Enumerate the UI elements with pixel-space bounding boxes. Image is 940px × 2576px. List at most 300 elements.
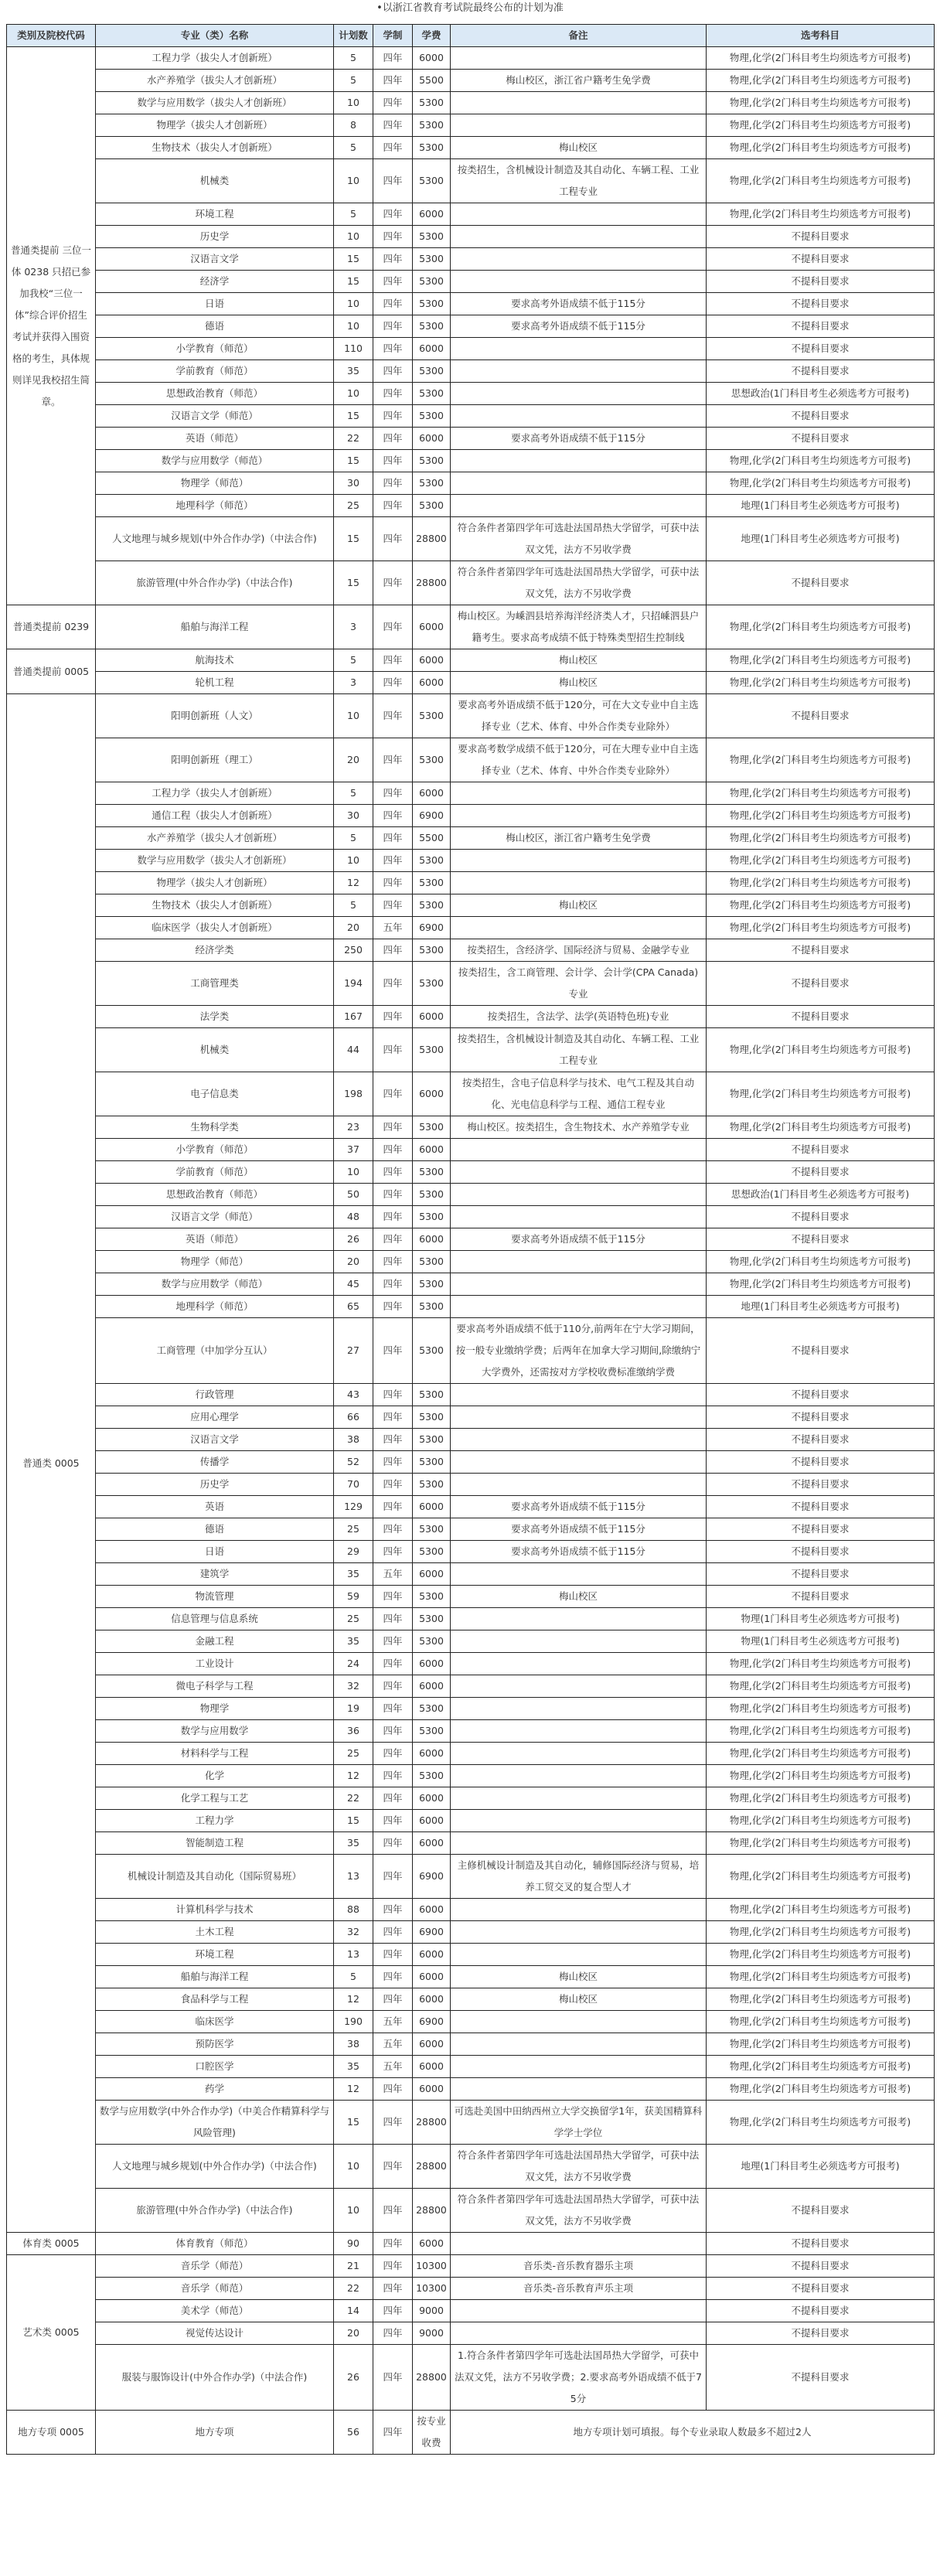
remarks-cell [451,1451,707,1474]
table-row [7,1184,935,1206]
remarks-cell: 按类招生，含经济学、国际经济与贸易、金融学专业 [451,939,707,962]
major-name-cell: 法学类 [96,1006,334,1028]
plan-count-cell: 32 [334,1675,373,1698]
plan-count-cell: 27 [334,1318,373,1384]
plan-count-cell: 35 [334,360,373,383]
table-row [7,450,935,472]
remarks-cell [451,1608,707,1630]
duration-cell: 四年 [373,203,413,226]
enrollment-plan-table [6,24,935,2455]
major-name-cell: 环境工程 [96,1944,334,1966]
plan-count-cell: 52 [334,1451,373,1474]
remarks-cell: 梅山校区 [451,1966,707,1988]
duration-cell: 四年 [373,1899,413,1921]
remarks-cell [451,1184,707,1206]
duration-cell: 四年 [373,1184,413,1206]
tuition-cell: 28800 [413,2145,451,2189]
plan-count-cell: 22 [334,1787,373,1810]
tuition-cell: 5300 [413,92,451,114]
remarks-cell [451,338,707,360]
major-name-cell: 小学教育（师范） [96,338,334,360]
remarks-cell [451,1720,707,1743]
duration-cell: 四年 [373,1698,413,1720]
plan-count-cell: 10 [334,159,373,203]
subject-requirement-cell: 不提科目要求 [707,2345,935,2411]
table-row [7,315,935,338]
subject-requirement-cell: 物理(1门科目考生必须选考方可报考) [707,1630,935,1653]
remarks-cell: 地方专项计划可填报。每个专业录取人数最多不超过2人 [451,2411,935,2455]
major-name-cell: 航海技术 [96,649,334,672]
group-label-cell: 体育类 0005 [7,2233,96,2255]
remarks-cell: 1.符合条件者第四学年可选赴法国昂热大学留学，可获中法双文凭，法方不另收学费；2.要求高考外语成绩不低于75分 [451,2345,707,2411]
tuition-cell: 6000 [413,1810,451,1832]
plan-count-cell: 190 [334,2011,373,2033]
major-name-cell: 水产养殖学（拔尖人才创新班） [96,70,334,92]
subject-requirement-cell: 物理,化学(2门科目考生均须选考方可报考) [707,1273,935,1296]
subject-requirement-cell: 物理,化学(2门科目考生均须选考方可报考) [707,1944,935,1966]
plan-count-cell: 50 [334,1184,373,1206]
major-name-cell: 金融工程 [96,1630,334,1653]
group-label-cell: 普通类提前 0005 [7,649,96,694]
duration-cell: 四年 [373,137,413,159]
duration-cell: 四年 [373,672,413,694]
table-row [7,1161,935,1184]
plan-count-cell: 12 [334,1765,373,1787]
subject-requirement-cell: 物理,化学(2门科目考生均须选考方可报考) [707,70,935,92]
plan-count-cell: 38 [334,2033,373,2056]
major-name-cell: 机械设计制造及其自动化（国际贸易班） [96,1855,334,1899]
subject-requirement-cell: 不提科目要求 [707,1541,935,1563]
plan-count-cell: 25 [334,1743,373,1765]
duration-cell: 四年 [373,472,413,495]
plan-count-cell: 20 [334,738,373,782]
remarks-cell [451,1429,707,1451]
major-name-cell: 物理学 [96,1698,334,1720]
duration-cell: 四年 [373,114,413,137]
major-name-cell: 学前教育（师范） [96,1161,334,1184]
table-row [7,1787,935,1810]
major-name-cell: 旅游管理(中外合作办学)（中法合作) [96,2189,334,2233]
major-name-cell: 汉语言文学（师范） [96,405,334,428]
subject-requirement-cell: 物理,化学(2门科目考生均须选考方可报考) [707,450,935,472]
duration-cell: 四年 [373,1518,413,1541]
major-name-cell: 微电子科学与工程 [96,1675,334,1698]
major-name-cell: 物流管理 [96,1586,334,1608]
subject-requirement-cell: 物理,化学(2门科目考生均须选考方可报考) [707,203,935,226]
remarks-cell: 梅山校区 [451,137,707,159]
plan-count-cell: 15 [334,450,373,472]
table-row [7,1384,935,1406]
tuition-cell: 5300 [413,495,451,517]
subject-requirement-cell: 物理,化学(2门科目考生均须选考方可报考) [707,917,935,939]
remarks-cell [451,1810,707,1832]
plan-count-cell: 30 [334,472,373,495]
remarks-cell: 要求高考外语成绩不低于120分，可在大文专业中自主选择专业（艺术、体育、中外合作类专业除外） [451,694,707,738]
table-row [7,1988,935,2011]
tuition-cell: 6000 [413,1966,451,1988]
remarks-cell: 按类招生，含法学、法学(英语特色班)专业 [451,1006,707,1028]
major-name-cell: 数学与应用数学（师范） [96,450,334,472]
plan-count-cell: 66 [334,1406,373,1429]
subject-requirement-cell: 不提科目要求 [707,1474,935,1496]
plan-count-cell: 32 [334,1921,373,1944]
plan-count-cell: 15 [334,2101,373,2145]
major-name-cell: 行政管理 [96,1384,334,1406]
group-label-cell: 普通类提前 三位一体 0238 只招已参加我校“三位一体”综合评价招生考试并获得入围资格的考生，具体规则详见我校招生简章。 [7,47,96,605]
subject-requirement-cell: 物理,化学(2门科目考生均须选考方可报考) [707,47,935,70]
major-name-cell: 土木工程 [96,1921,334,1944]
duration-cell: 四年 [373,1296,413,1318]
table-row [7,1318,935,1384]
table-row [7,472,935,495]
remarks-cell: 梅山校区 [451,1586,707,1608]
major-name-cell: 音乐学（师范） [96,2278,334,2300]
table-row [7,1765,935,1787]
subject-requirement-cell: 物理,化学(2门科目考生均须选考方可报考) [707,1251,935,1273]
major-name-cell: 船舶与海洋工程 [96,1966,334,1988]
plan-count-cell: 15 [334,561,373,605]
table-row [7,917,935,939]
subject-requirement-cell: 物理,化学(2门科目考生均须选考方可报考) [707,1653,935,1675]
major-name-cell: 思想政治教育（师范） [96,1184,334,1206]
major-name-cell: 口腔医学 [96,2056,334,2078]
remarks-cell [451,1474,707,1496]
duration-cell: 四年 [373,1944,413,1966]
remarks-cell [451,203,707,226]
table-row [7,1518,935,1541]
table-row [7,1855,935,1899]
tuition-cell: 5300 [413,894,451,917]
table-row [7,1474,935,1496]
subject-requirement-cell: 物理,化学(2门科目考生均须选考方可报考) [707,1675,935,1698]
remarks-cell [451,2033,707,2056]
plan-count-cell: 3 [334,605,373,649]
table-row [7,2056,935,2078]
tuition-cell: 5500 [413,70,451,92]
major-name-cell: 物理学（师范） [96,472,334,495]
group-label-cell: 地方专项 0005 [7,2411,96,2455]
subject-requirement-cell: 物理,化学(2门科目考生均须选考方可报考) [707,672,935,694]
tuition-cell: 5300 [413,1720,451,1743]
remarks-cell [451,1406,707,1429]
table-row [7,2101,935,2145]
plan-count-cell: 37 [334,1139,373,1161]
major-name-cell: 预防医学 [96,2033,334,2056]
tuition-cell: 5300 [413,1116,451,1139]
major-name-cell: 计算机科学与技术 [96,1899,334,1921]
remarks-cell [451,1743,707,1765]
tuition-cell: 5300 [413,114,451,137]
remarks-cell: 梅山校区，浙江省户籍考生免学费 [451,70,707,92]
table-row [7,203,935,226]
remarks-cell: 要求高考数学成绩不低于120分，可在大理专业中自主选择专业（艺术、体育、中外合作类专业除外） [451,738,707,782]
remarks-cell [451,1944,707,1966]
subject-requirement-cell: 不提科目要求 [707,405,935,428]
tuition-cell: 5300 [413,1586,451,1608]
major-name-cell: 工商管理类 [96,962,334,1006]
duration-cell: 四年 [373,1318,413,1384]
subject-requirement-cell: 物理,化学(2门科目考生均须选考方可报考) [707,137,935,159]
major-name-cell: 工程力学 [96,1810,334,1832]
major-name-cell: 历史学 [96,226,334,248]
table-row [7,1653,935,1675]
major-name-cell: 经济学 [96,271,334,293]
remarks-cell [451,495,707,517]
subject-requirement-cell: 不提科目要求 [707,2322,935,2345]
major-name-cell: 学前教育（师范） [96,360,334,383]
table-row [7,92,935,114]
group-label-cell: 艺术类 0005 [7,2255,96,2411]
remarks-cell: 符合条件者第四学年可选赴法国昂热大学留学，可获中法双文凭，法方不另收学费 [451,561,707,605]
remarks-cell [451,226,707,248]
subject-requirement-cell: 不提科目要求 [707,1451,935,1474]
tuition-cell: 5300 [413,383,451,405]
duration-cell: 四年 [373,738,413,782]
duration-cell: 四年 [373,1855,413,1899]
plan-count-cell: 15 [334,271,373,293]
table-row [7,1206,935,1228]
subject-requirement-cell: 物理,化学(2门科目考生均须选考方可报考) [707,827,935,850]
table-row-local-special [7,2411,935,2455]
plan-count-cell: 70 [334,1474,373,1496]
tuition-cell: 5300 [413,360,451,383]
major-name-cell: 德语 [96,315,334,338]
major-name-cell: 音乐学（师范） [96,2255,334,2278]
plan-count-cell: 30 [334,805,373,827]
subject-requirement-cell: 物理,化学(2门科目考生均须选考方可报考) [707,649,935,672]
tuition-cell: 5500 [413,827,451,850]
plan-count-cell: 15 [334,248,373,271]
subject-requirement-cell: 地理(1门科目考生必须选考方可报考) [707,495,935,517]
tuition-cell: 5300 [413,1698,451,1720]
remarks-cell: 符合条件者第四学年可选赴法国昂热大学留学，可获中法双文凭，法方不另收学费 [451,2145,707,2189]
tuition-cell: 5300 [413,137,451,159]
tuition-cell: 6000 [413,1988,451,2011]
table-row [7,2189,935,2233]
remarks-cell: 可选赴美国中田纳西州立大学交换留学1年，获美国精算科学学士学位 [451,2101,707,2145]
plan-count-cell: 10 [334,2189,373,2233]
duration-cell: 四年 [373,450,413,472]
tuition-cell: 6000 [413,1139,451,1161]
subject-requirement-cell: 不提科目要求 [707,248,935,271]
plan-count-cell: 26 [334,1228,373,1251]
duration-cell: 四年 [373,2078,413,2101]
tuition-cell: 6000 [413,1653,451,1675]
tuition-cell: 5300 [413,1184,451,1206]
subject-requirement-cell: 物理,化学(2门科目考生均须选考方可报考) [707,850,935,872]
tuition-cell: 5300 [413,450,451,472]
plan-count-cell: 110 [334,338,373,360]
remarks-cell: 按类招生，含机械设计制造及其自动化、车辆工程、工业工程专业 [451,159,707,203]
table-row [7,159,935,203]
major-name-cell: 数学与应用数学（拔尖人才创新班） [96,850,334,872]
tuition-cell: 6000 [413,2033,451,2056]
table-row [7,1028,935,1072]
major-name-cell: 阳明创新班（人文） [96,694,334,738]
major-name-cell: 日语 [96,293,334,315]
duration-cell: 四年 [373,1006,413,1028]
remarks-cell [451,472,707,495]
duration-cell: 四年 [373,1630,413,1653]
subject-requirement-cell: 不提科目要求 [707,939,935,962]
subject-requirement-cell: 不提科目要求 [707,2278,935,2300]
table-row [7,561,935,605]
remarks-cell [451,1787,707,1810]
table-row [7,1451,935,1474]
major-name-cell: 建筑学 [96,1563,334,1586]
duration-cell: 四年 [373,1206,413,1228]
table-row [7,1406,935,1429]
table-row [7,2233,935,2255]
table-row [7,2011,935,2033]
major-name-cell: 旅游管理(中外合作办学)（中法合作) [96,561,334,605]
major-name-cell: 英语（师范） [96,428,334,450]
plan-count-cell: 5 [334,827,373,850]
remarks-cell [451,1675,707,1698]
tuition-cell: 5300 [413,1251,451,1273]
duration-cell: 四年 [373,962,413,1006]
major-name-cell: 服装与服饰设计(中外合作办学)（中法合作) [96,2345,334,2411]
remarks-cell [451,805,707,827]
remarks-cell [451,1273,707,1296]
subject-requirement-cell: 物理,化学(2门科目考生均须选考方可报考) [707,1810,935,1832]
table-row [7,2345,935,2411]
remarks-cell [451,2300,707,2322]
subject-requirement-cell: 不提科目要求 [707,338,935,360]
plan-count-cell: 5 [334,203,373,226]
tuition-cell: 5300 [413,962,451,1006]
tuition-cell: 按专业收费 [413,2411,451,2455]
plan-count-cell: 3 [334,672,373,694]
duration-cell: 四年 [373,1161,413,1184]
tuition-cell: 6000 [413,47,451,70]
plan-count-cell: 12 [334,872,373,894]
remarks-cell: 要求高考外语成绩不低于115分 [451,315,707,338]
remarks-cell: 按类招生，含电子信息科学与技术、电气工程及其自动化、光电信息科学与工程、通信工程专业 [451,1072,707,1116]
remarks-cell [451,114,707,137]
major-name-cell: 机械类 [96,1028,334,1072]
tuition-cell: 6000 [413,338,451,360]
tuition-cell: 5300 [413,472,451,495]
remarks-cell: 按类招生，含机械设计制造及其自动化、车辆工程、工业工程专业 [451,1028,707,1072]
subject-requirement-cell: 不提科目要求 [707,2300,935,2322]
major-name-cell: 德语 [96,1518,334,1541]
remarks-cell [451,2078,707,2101]
remarks-cell: 主修机械设计制造及其自动化，辅修国际经济与贸易，培养工贸交叉的复合型人才 [451,1855,707,1899]
header-remarks: 备注 [451,25,707,47]
remarks-cell [451,850,707,872]
plan-count-cell: 22 [334,2278,373,2300]
duration-cell: 四年 [373,694,413,738]
duration-cell: 五年 [373,2033,413,2056]
duration-cell: 四年 [373,1832,413,1855]
tuition-cell: 5300 [413,1474,451,1496]
duration-cell: 四年 [373,1451,413,1474]
tuition-cell: 6000 [413,672,451,694]
major-name-cell: 化学 [96,1765,334,1787]
subject-requirement-cell: 物理,化学(2门科目考生均须选考方可报考) [707,2011,935,2033]
plan-count-cell: 10 [334,226,373,248]
plan-count-cell: 12 [334,2078,373,2101]
duration-cell: 四年 [373,70,413,92]
plan-count-cell: 45 [334,1273,373,1296]
table-row [7,1832,935,1855]
table-row [7,962,935,1006]
tuition-cell: 6000 [413,1563,451,1586]
header-duration: 学制 [373,25,413,47]
major-name-cell: 人文地理与城乡规划(中外合作办学)（中法合作) [96,517,334,561]
table-row [7,1698,935,1720]
major-name-cell: 数学与应用数学（师范） [96,1273,334,1296]
remarks-cell [451,1563,707,1586]
header-major-name: 专业（类）名称 [96,25,334,47]
duration-cell: 四年 [373,1921,413,1944]
remarks-cell: 要求高考外语成绩不低于115分 [451,1228,707,1251]
tuition-cell: 5300 [413,1541,451,1563]
duration-cell: 四年 [373,226,413,248]
major-name-cell: 工商管理（中加学分互认） [96,1318,334,1384]
table-row [7,226,935,248]
remarks-cell: 梅山校区 [451,672,707,694]
plan-count-cell: 35 [334,1630,373,1653]
plan-count-cell: 21 [334,2255,373,2278]
tuition-cell: 6000 [413,1899,451,1921]
tuition-cell: 9000 [413,2300,451,2322]
subject-requirement-cell: 不提科目要求 [707,1139,935,1161]
tuition-cell: 5300 [413,738,451,782]
duration-cell: 四年 [373,1228,413,1251]
plan-count-cell: 25 [334,1518,373,1541]
plan-count-cell: 43 [334,1384,373,1406]
table-row [7,827,935,850]
plan-count-cell: 29 [334,1541,373,1563]
subject-requirement-cell: 不提科目要求 [707,315,935,338]
tuition-cell: 5300 [413,939,451,962]
remarks-cell [451,1161,707,1184]
duration-cell: 四年 [373,1966,413,1988]
remarks-cell [451,1698,707,1720]
table-row [7,70,935,92]
tuition-cell: 5300 [413,248,451,271]
table-row [7,495,935,517]
major-name-cell: 药学 [96,2078,334,2101]
table-row [7,1675,935,1698]
major-name-cell: 汉语言文学 [96,1429,334,1451]
major-name-cell: 工程力学（拔尖人才创新班） [96,782,334,805]
major-name-cell: 数学与应用数学（拔尖人才创新班） [96,92,334,114]
major-name-cell: 英语（师范） [96,1228,334,1251]
plan-count-cell: 20 [334,917,373,939]
duration-cell: 四年 [373,1675,413,1698]
tuition-cell: 6000 [413,649,451,672]
duration-cell: 四年 [373,1608,413,1630]
tuition-cell: 6000 [413,1496,451,1518]
tuition-cell: 5300 [413,850,451,872]
tuition-cell: 10300 [413,2255,451,2278]
remarks-cell [451,1630,707,1653]
plan-count-cell: 19 [334,1698,373,1720]
table-row [7,782,935,805]
plan-count-cell: 65 [334,1296,373,1318]
duration-cell: 四年 [373,92,413,114]
plan-count-cell: 5 [334,894,373,917]
table-row [7,694,935,738]
duration-cell: 四年 [373,1810,413,1832]
subject-requirement-cell: 思想政治(1门科目考生必须选考方可报考) [707,383,935,405]
plan-count-cell: 10 [334,315,373,338]
duration-cell: 四年 [373,1429,413,1451]
header-tuition: 学费 [413,25,451,47]
